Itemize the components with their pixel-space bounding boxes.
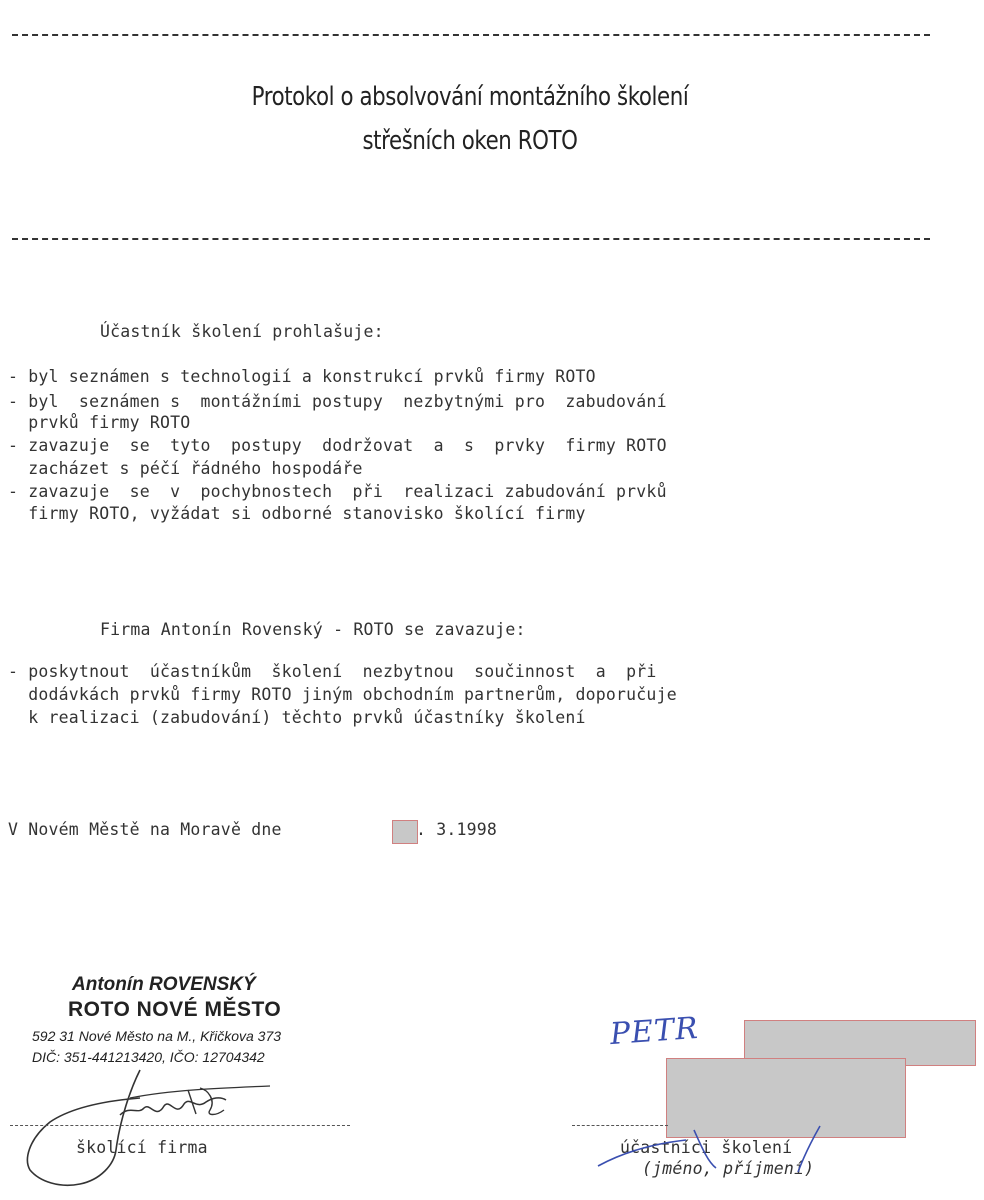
participant-signature-label: účastníci školení [620, 1138, 793, 1157]
participant-item-2-line-1: - byl seznámen s montážními postupy nezbytnými pro zabudování [8, 392, 667, 411]
company-commitment-line-2: dodávkách prvků firmy ROTO jiným obchodním partnerům, doporučuje [8, 685, 677, 704]
document-title-line-2: střešních oken ROTO [362, 126, 578, 156]
school-signature-label: školící firma [76, 1138, 208, 1157]
document-title-line-1: Protokol o absolvování montážního školení [251, 82, 689, 112]
school-signature-line [10, 1125, 350, 1126]
company-heading: Firma Antonín Rovenský - ROTO se zavazuje: [100, 620, 526, 639]
participant-item-4-line-2: firmy ROTO, vyžádat si odborné stanovisko školící firmy [8, 504, 586, 523]
handwritten-name: PETR [608, 1010, 700, 1053]
title-bottom-dashed-rule [12, 238, 930, 240]
redacted-day [392, 820, 418, 844]
participant-item-1: - byl seznámen s technologií a konstrukcí prvků firmy ROTO [8, 367, 596, 386]
top-dashed-rule [12, 34, 930, 36]
participant-signature-stroke-icon [590, 1118, 870, 1178]
company-commitment-line-3: k realizaci (zabudování) těchto prvků účastníky školení [8, 708, 586, 727]
date-suffix: . 3.1998 [416, 820, 498, 839]
participant-item-4-line-1: - zavazuje se v pochybnostech při realizaci zabudování prvků [8, 482, 667, 501]
date-place-prefix: V Novém Městě na Moravě dne [8, 820, 282, 839]
participant-item-3-line-1: - zavazuje se tyto postupy dodržovat a s prvky firmy ROTO [8, 436, 667, 455]
participant-heading: Účastník školení prohlašuje: [100, 322, 384, 341]
stamp-ids: DIČ: 351-441213420, IČO: 12704342 [32, 1049, 265, 1065]
company-commitment-line-1: - poskytnout účastníkům školení nezbytnou součinnost a při [8, 662, 657, 681]
stamp-address: 592 31 Nové Město na M., Křičkova 373 [32, 1028, 282, 1044]
participant-item-3-line-2: zacházet s péčí řádného hospodáře [8, 459, 363, 478]
stamp-name: Antonín ROVENSKÝ [72, 974, 256, 995]
stamp-company: ROTO NOVÉ MĚSTO [68, 998, 282, 1021]
school-signature-icon [20, 1060, 280, 1200]
participant-signature-sublabel: (jméno, příjmení) [642, 1159, 815, 1178]
participant-item-2-line-2: prvků firmy ROTO [8, 413, 191, 432]
